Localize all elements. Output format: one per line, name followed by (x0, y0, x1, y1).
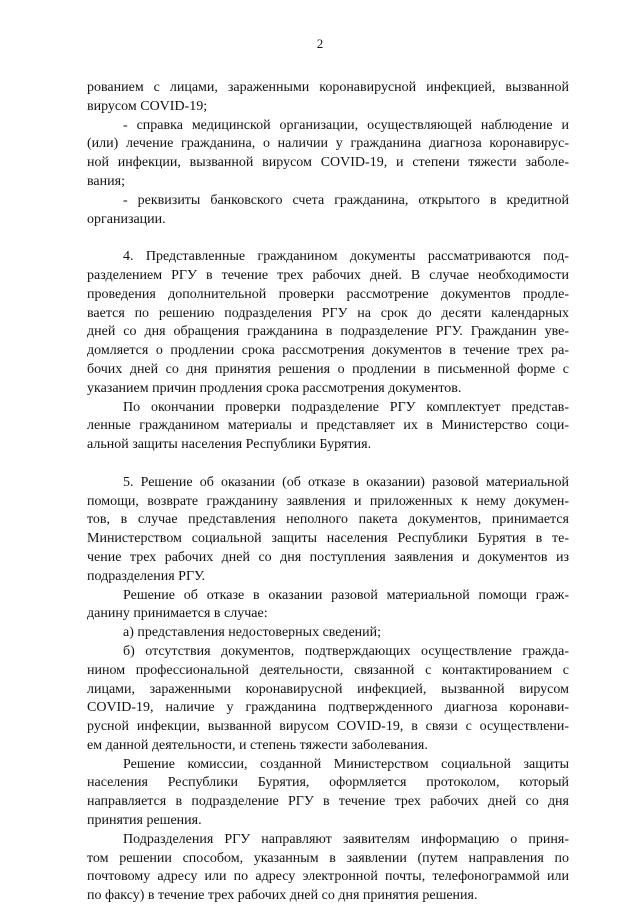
text-line: организации. (87, 211, 166, 227)
text-line: русной инфекции, вызванной вирусом COVID-19, в связи с осуществлени- (87, 719, 569, 735)
text-line: ной инфекции, вызванной вирусом COVID-19, и степени тяжести заболе- (87, 155, 569, 171)
text-line: почтовому адресу или по адресу электронной почты, телефонограммой или (87, 869, 569, 885)
paragraph-gap (87, 455, 569, 474)
text-line: а) представления недостоверных сведений; (123, 625, 382, 641)
text-line: по факсу) в течение трех рабочих дней со дня принятия решения. (87, 888, 478, 904)
text-line: тов, в случае представления неполного пакета документов, принимается (87, 512, 569, 528)
text-line: - справка медицинской организации, осуществляющей наблюдение и (123, 117, 569, 133)
text-line: Решение об отказе в оказании разовой материальной помощи граж- (123, 587, 569, 603)
text-line: вирусом COVID-19; (87, 98, 208, 114)
text-line: чение трех рабочих дней со дня поступления заявления и документов из (87, 549, 569, 565)
text-line: ем данной деятельности, и степень тяжести заболевания. (87, 737, 428, 753)
text-line: (или) лечение гражданина, о наличии у гражданина диагноза коронавирус- (87, 136, 569, 152)
text-line: рованием с лицами, зараженными коронавирусной инфекцией, вызванной (87, 80, 569, 95)
text-line: бочих дней со дня принятия решения о продлении в письменной форме с (87, 361, 569, 377)
document-body (87, 79, 569, 906)
text-line: разделением РГУ в течение трех рабочих дней. В случае необходимости (87, 267, 569, 283)
text-line: данину принимается в случае: (87, 606, 268, 622)
text-line: населения Республики Бурятия, оформляется протоколом, который (87, 775, 569, 791)
text-line: По окончании проверки подразделение РГУ комплектует представ- (123, 399, 569, 415)
text-line: помощи, возврате гражданину заявления и приложенных к нему докумен- (87, 493, 569, 509)
text-line: 4. Представленные гражданином документы рассматриваются под- (123, 249, 569, 265)
text-line: Министерством социальной защиты населения Республики Бурятия в те- (87, 531, 569, 547)
text-line: - реквизиты банковского счета гражданина, открытого в кредитной (123, 192, 569, 208)
paragraph-gap (87, 229, 569, 248)
text-line: лицами, зараженными коронавирусной инфекцией, вызванной вирусом (87, 681, 569, 697)
text-line: ленные гражданином материалы и представляет их в Министерство соци- (87, 418, 569, 434)
text-line: COVID-19, наличие у гражданина подтвержденного диагноза коронави- (87, 700, 569, 716)
page-number: 2 (316, 36, 324, 51)
text-line: домляется о продлении срока рассмотрения документов в течение трех ра- (87, 343, 569, 359)
text-line: нином профессиональной деятельности, связанной с контактированием с (87, 662, 569, 678)
text-line: подразделения РГУ. (87, 568, 206, 584)
text-line: направляется в подразделение РГУ в течение трех рабочих дней со дня (87, 794, 569, 810)
text-line: 5. Решение об оказании (об отказе в оказании) разовой материальной (123, 474, 569, 490)
text-line: альной защиты населения Республики Бурятия. (87, 437, 372, 453)
text-line: Решение комиссии, созданной Министерством социальной защиты (123, 756, 569, 772)
text-line: проведения дополнительной проверки рассмотрение документов продле- (87, 286, 569, 302)
text-line: вания; (87, 173, 125, 189)
text-line: дней со дня обращения гражданина в подразделение РГУ. Гражданин уве- (87, 324, 569, 340)
text-line: б) отсутствия документов, подтверждающих осуществление гражда- (123, 643, 569, 659)
text-line: принятия решения. (87, 813, 202, 829)
text-line: Подразделения РГУ направляют заявителям информацию о приня- (123, 831, 569, 847)
text-line: указанием причин продления срока рассмотрения документов. (87, 380, 462, 396)
text-line: том решении способом, указанным в заявлении (путем направления по (87, 850, 569, 866)
text-line: вается по решению подразделения РГУ на срок до десяти календарных (87, 305, 569, 321)
